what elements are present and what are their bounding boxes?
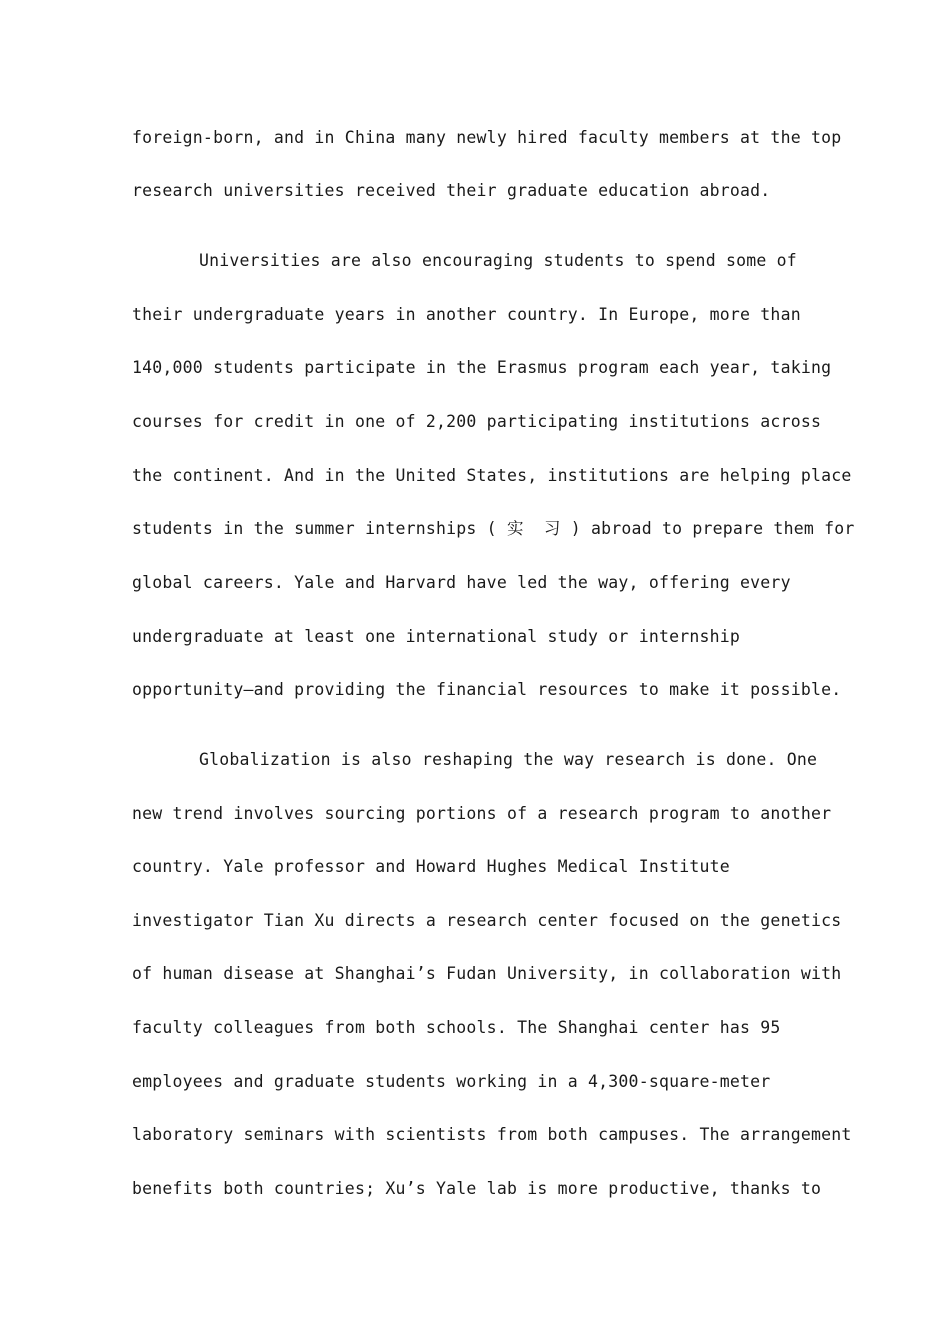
paragraph-1-line-2: research universities received their graduate education abroad.: [132, 181, 771, 200]
paragraph-2-line-7: global careers. Yale and Harvard have led the way, offering every: [132, 573, 791, 592]
paragraph-3-line-2: new trend involves sourcing portions of a research program to another: [132, 804, 832, 823]
paragraph-2-line-6: students in the summer internships ( 实 习 ) abroad to prepare them for: [132, 519, 855, 538]
paragraph-2-line-2: their undergraduate years in another country. In Europe, more than: [132, 305, 801, 324]
paragraph-2-line-1: Universities are also encouraging students to spend some of: [199, 251, 797, 270]
paragraph-3-line-4: investigator Tian Xu directs a research center focused on the genetics: [132, 911, 842, 930]
paragraph-3-line-3: country. Yale professor and Howard Hughes Medical Institute: [132, 857, 730, 876]
paragraph-3-line-9: benefits both countries; Xu’s Yale lab is more productive, thanks to: [132, 1179, 822, 1198]
paragraph-2-line-5: the continent. And in the United States, institutions are helping place: [132, 466, 852, 485]
paragraph-3-line-5: of human disease at Shanghai’s Fudan University, in collaboration with: [132, 964, 842, 983]
paragraph-1-line-1: foreign-born, and in China many newly hired faculty members at the top: [132, 128, 842, 147]
paragraph-3-line-7: employees and graduate students working in a 4,300-square-meter: [132, 1072, 771, 1091]
paragraph-3-line-8: laboratory seminars with scientists from both campuses. The arrangement: [132, 1125, 852, 1144]
paragraph-3-line-6: faculty colleagues from both schools. The Shanghai center has 95: [132, 1018, 781, 1037]
paragraph-2-line-3: 140,000 students participate in the Erasmus program each year, taking: [132, 358, 832, 377]
paragraph-2-line-4: courses for credit in one of 2,200 participating institutions across: [132, 412, 822, 431]
paragraph-3-line-1: Globalization is also reshaping the way research is done. One: [199, 750, 818, 769]
paragraph-2-line-9: opportunity—and providing the financial resources to make it possible.: [132, 680, 842, 699]
paragraph-2-line-8: undergraduate at least one international study or internship: [132, 627, 741, 646]
